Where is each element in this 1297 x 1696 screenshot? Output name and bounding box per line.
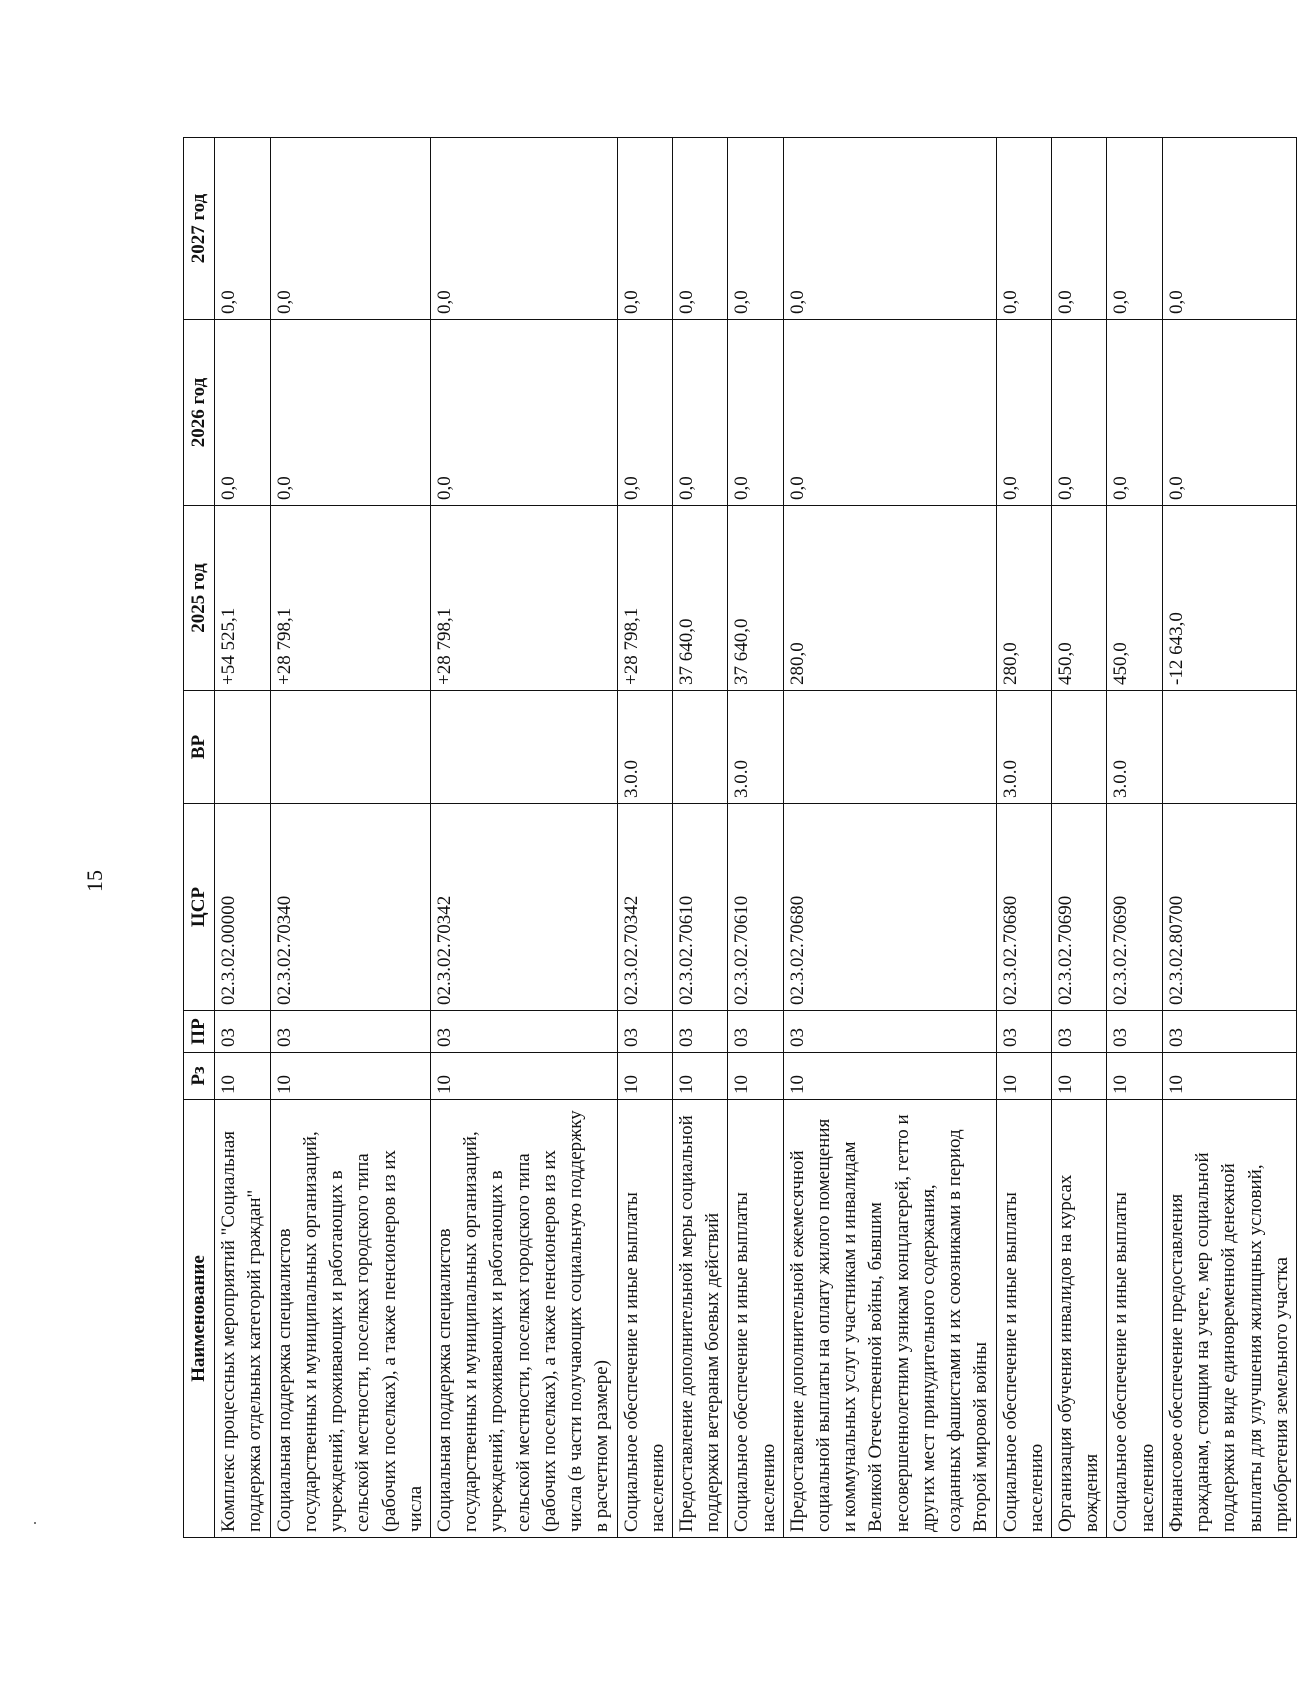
cell-2025: +28 798,1 — [270, 506, 430, 691]
cell-2027: 0,0 — [215, 138, 270, 320]
cell-rz: 10 — [728, 1053, 783, 1100]
cell-name: Предоставление дополнительной меры социальной поддержки ветеранам боевых действий — [672, 1100, 727, 1538]
cell-2025: 280,0 — [783, 506, 996, 691]
scan-speck — [34, 1522, 36, 1524]
cell-name: Финансовое обеспечение предоставления гражданам, стоящим на учете, мер социальной поддержки в виде единовременной денежной выплаты для улучшения жилищных условий, приобретения земельного участка — [1162, 1100, 1296, 1538]
cell-rz: 10 — [215, 1053, 270, 1100]
cell-vr — [783, 691, 996, 804]
cell-vr: 3.0.0 — [728, 691, 783, 804]
cell-rz: 10 — [783, 1053, 996, 1100]
cell-rz: 10 — [270, 1053, 430, 1100]
cell-2025: 450,0 — [1107, 506, 1162, 691]
cell-vr — [430, 691, 617, 804]
table-row — [672, 138, 727, 1538]
budget-table — [183, 137, 1297, 1538]
cell-rz: 10 — [430, 1053, 617, 1100]
cell-name: Организация обучения инвалидов на курсах вождения — [1052, 1100, 1107, 1538]
table-row — [1052, 138, 1107, 1538]
cell-2026: 0,0 — [1107, 320, 1162, 506]
cell-vr: 3.0.0 — [996, 691, 1051, 804]
header-vr: ВР — [184, 691, 215, 804]
cell-vr — [1052, 691, 1107, 804]
cell-vr — [270, 691, 430, 804]
cell-pr: 03 — [672, 1011, 727, 1053]
cell-pr: 03 — [617, 1011, 672, 1053]
cell-pr: 03 — [1162, 1011, 1296, 1053]
cell-pr: 03 — [1052, 1011, 1107, 1053]
cell-2026: 0,0 — [996, 320, 1051, 506]
cell-2027: 0,0 — [672, 138, 727, 320]
cell-name: Социальное обеспечение и иные выплаты населению — [617, 1100, 672, 1538]
header-rz: Рз — [184, 1053, 215, 1100]
cell-pr: 03 — [996, 1011, 1051, 1053]
header-2026: 2026 год — [184, 320, 215, 506]
header-2027: 2027 год — [184, 138, 215, 320]
cell-2027: 0,0 — [728, 138, 783, 320]
cell-name: Предоставление дополнительной ежемесячной социальной выплаты на оплату жилого помещения и коммунальных услуг участникам и инвалидам Великой Отечественной войны, бывшим несовершеннолетним узникам концлагерей, гетто и других мест принудительного содержания, созданных фашистами и их союзниками в период Второй мировой войны — [783, 1100, 996, 1538]
cell-2026: 0,0 — [728, 320, 783, 506]
cell-csr: 02.3.02.70342 — [617, 804, 672, 1011]
cell-2025: 37 640,0 — [728, 506, 783, 691]
cell-2027: 0,0 — [270, 138, 430, 320]
cell-pr: 03 — [270, 1011, 430, 1053]
cell-pr: 03 — [215, 1011, 270, 1053]
page-number: 15 — [82, 870, 107, 892]
cell-pr: 03 — [1107, 1011, 1162, 1053]
cell-csr: 02.3.02.70690 — [1052, 804, 1107, 1011]
cell-rz: 10 — [1052, 1053, 1107, 1100]
cell-name: Социальная поддержка специалистов государственных и муниципальных организаций, учреждений, проживающих и работающих в сельской местности, поселках городского типа (рабочих поселках), а также пенсионеров из их числа (в части получающих социальную поддержку в расчетном размере) — [430, 1100, 617, 1538]
table-row — [430, 138, 617, 1538]
cell-vr — [215, 691, 270, 804]
header-pr: ПР — [184, 1011, 215, 1053]
table-row — [783, 138, 996, 1538]
cell-2025: 450,0 — [1052, 506, 1107, 691]
table-header-row — [184, 138, 215, 1538]
cell-vr — [672, 691, 727, 804]
cell-csr: 02.3.02.70680 — [783, 804, 996, 1011]
cell-pr: 03 — [728, 1011, 783, 1053]
cell-2027: 0,0 — [1052, 138, 1107, 320]
cell-2027: 0,0 — [1162, 138, 1296, 320]
cell-csr: 02.3.02.70680 — [996, 804, 1051, 1011]
cell-vr — [1162, 691, 1296, 804]
cell-2026: 0,0 — [1052, 320, 1107, 506]
cell-csr: 02.3.02.70690 — [1107, 804, 1162, 1011]
cell-csr: 02.3.02.80700 — [1162, 804, 1296, 1011]
cell-2027: 0,0 — [1107, 138, 1162, 320]
cell-rz: 10 — [672, 1053, 727, 1100]
cell-name: Социальная поддержка специалистов государственных и муниципальных организаций, учреждений, проживающих и работающих в сельской местности, поселках городского типа (рабочих поселках), а также пенсионеров из их числа — [270, 1100, 430, 1538]
table-row — [215, 138, 270, 1538]
cell-rz: 10 — [996, 1053, 1051, 1100]
table-row — [1162, 138, 1296, 1538]
table-row — [1107, 138, 1162, 1538]
cell-2025: 37 640,0 — [672, 506, 727, 691]
cell-csr: 02.3.02.00000 — [215, 804, 270, 1011]
table-row — [996, 138, 1051, 1538]
header-csr: ЦСР — [184, 804, 215, 1011]
table-row — [617, 138, 672, 1538]
header-2025: 2025 год — [184, 506, 215, 691]
rotated-page-content — [183, 138, 1292, 1538]
cell-2027: 0,0 — [430, 138, 617, 320]
cell-rz: 10 — [617, 1053, 672, 1100]
cell-2027: 0,0 — [783, 138, 996, 320]
table-row — [270, 138, 430, 1538]
cell-2027: 0,0 — [996, 138, 1051, 320]
cell-2026: 0,0 — [430, 320, 617, 506]
cell-name: Социальное обеспечение и иные выплаты населению — [996, 1100, 1051, 1538]
cell-rz: 10 — [1162, 1053, 1296, 1100]
cell-2025: +28 798,1 — [617, 506, 672, 691]
cell-2025: -12 643,0 — [1162, 506, 1296, 691]
cell-name: Социальное обеспечение и иные выплаты населению — [1107, 1100, 1162, 1538]
cell-csr: 02.3.02.70340 — [270, 804, 430, 1011]
cell-vr: 3.0.0 — [1107, 691, 1162, 804]
cell-rz: 10 — [1107, 1053, 1162, 1100]
cell-2025: 280,0 — [996, 506, 1051, 691]
cell-2026: 0,0 — [1162, 320, 1296, 506]
cell-2025: +28 798,1 — [430, 506, 617, 691]
cell-csr: 02.3.02.70342 — [430, 804, 617, 1011]
cell-pr: 03 — [430, 1011, 617, 1053]
cell-vr: 3.0.0 — [617, 691, 672, 804]
cell-name: Социальное обеспечение и иные выплаты населению — [728, 1100, 783, 1538]
header-name: Наименование — [184, 1100, 215, 1538]
cell-pr: 03 — [783, 1011, 996, 1053]
cell-2026: 0,0 — [783, 320, 996, 506]
table-row — [728, 138, 783, 1538]
cell-csr: 02.3.02.70610 — [728, 804, 783, 1011]
cell-2026: 0,0 — [270, 320, 430, 506]
cell-2026: 0,0 — [617, 320, 672, 506]
cell-2026: 0,0 — [215, 320, 270, 506]
cell-2027: 0,0 — [617, 138, 672, 320]
cell-name: Комплекс процессных мероприятий "Социальная поддержка отдельных категорий граждан" — [215, 1100, 270, 1538]
cell-2026: 0,0 — [672, 320, 727, 506]
cell-2025: +54 525,1 — [215, 506, 270, 691]
cell-csr: 02.3.02.70610 — [672, 804, 727, 1011]
